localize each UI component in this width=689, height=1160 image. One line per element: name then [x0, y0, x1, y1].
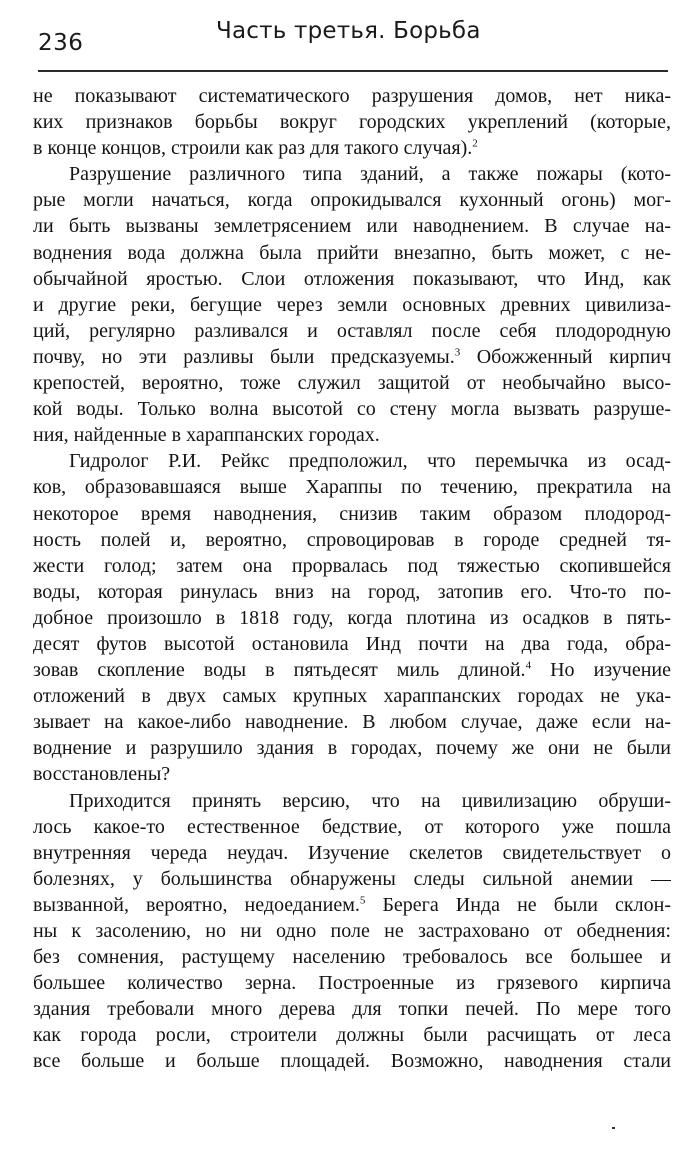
- text-line: без сомнения, растущему населению требовалось все большее и: [33, 946, 671, 969]
- paragraph-2: [33, 161, 671, 448]
- text-line: некоторое время наводнения, снизив таким образом плодород-: [33, 502, 671, 525]
- footnote-ref: 2: [472, 137, 478, 150]
- text-line: кой воды. Только волна высотой со стену могла вызвать разруше-: [33, 398, 671, 421]
- text-line: воднения вода должна была прийти внезапно, быть может, с не-: [33, 241, 671, 264]
- text-line: болезнях, у большинства обнаружены следы сильной анемии —: [33, 867, 671, 890]
- text-line: все больше и больше площадей. Возможно, наводнения стали: [33, 1050, 671, 1073]
- text-line: рые могли начаться, когда опрокидывался кухонный огонь) мог-: [33, 189, 671, 212]
- text-line: отложений в двух самых крупных хараппанских городах не ука-: [33, 685, 671, 708]
- text-line: ны к засолению, но ни одно поле не застраховано от обеднения:: [33, 920, 671, 942]
- page-header: [38, 18, 668, 62]
- text-line: не показывают систематического разрушения домов, нет ника-: [33, 85, 671, 107]
- text-line: и другие реки, бегущие через земли основных древних цивилиза-: [33, 293, 671, 316]
- text-line: вызванной, вероятно, недоеданием.$^5$ Берега Инда не были склон-: [33, 893, 671, 916]
- paragraph-3: [33, 448, 671, 787]
- text-line: ность полей и, вероятно, спровоцировав в городе средней тя-: [33, 528, 671, 551]
- text-line: обычайной яростью. Слои отложения показывают, что Инд, как: [33, 267, 671, 290]
- text-line: ли быть вызваны землетрясением или наводнением. В случае на-: [33, 215, 671, 238]
- text-line: зовав скопление воды в пятьдесят миль длиной.$^4$ Но изучение: [33, 659, 671, 682]
- text-line: Разрушение различного типа зданий, а также пожары (кото-: [69, 163, 671, 186]
- footnote-ref: 4: [525, 659, 532, 672]
- text-line: жести голод; затем она прорвалась под тяжестью скопившейся: [33, 554, 671, 577]
- header-rule: [38, 70, 668, 72]
- running-title: Часть третья. Борьба: [216, 18, 481, 44]
- page-number: 236: [38, 30, 84, 56]
- text-line: добное произошло в 1818 году, когда плотина из осадков в пять-: [33, 606, 671, 629]
- footnote-ref: 5: [359, 894, 366, 907]
- text-line: большее количество зерна. Построенные из грязевого кирпича: [33, 972, 671, 995]
- paragraph-4: [33, 788, 671, 1075]
- body-text: [33, 83, 671, 1075]
- text-line: ких признаков борьбы вокруг городских укреплений (которые,: [33, 111, 671, 134]
- scan-speck: [612, 1127, 615, 1129]
- paragraph-1: [33, 83, 671, 161]
- text-line: лось какое-то естественное бедствие, от которого уже пошла: [33, 815, 671, 838]
- text-line: воды, которая ринулась вниз на город, затопив его. Что-то по-: [33, 580, 671, 603]
- text-line: внутренняя череда неудач. Изучение скелетов свидетельствует о: [33, 841, 671, 864]
- text-line: восстановлены?: [33, 763, 171, 786]
- text-line: как города росли, строители должны были расчищать от леса: [33, 1024, 671, 1047]
- text-line: крепостей, вероятно, тоже служил защитой от необычайно высо-: [33, 372, 671, 395]
- text-line: здания требовали много дерева для топки печей. По мере того: [33, 998, 671, 1021]
- text-line: ков, образовавшаяся выше Хараппы по течению, прекратила на: [33, 476, 671, 499]
- text-line: в конце концов, строили как раз для такого случая).$^2$: [33, 137, 478, 160]
- text-line: зывает на какое-либо наводнение. В любом случае, даже если на-: [33, 711, 671, 734]
- text-line: ций, регулярно разливался и оставлял после себя плодородную: [33, 319, 671, 342]
- text-line: десят футов высотой остановила Инд почти на два года, обра-: [33, 632, 671, 655]
- text-line: Приходится принять версию, что на цивилизацию обруши-: [69, 789, 671, 812]
- text-line: ния, найденные в хараппанских городах.: [33, 424, 380, 447]
- footnote-ref: 3: [454, 346, 461, 359]
- text-line: воднение и разрушило здания в городах, почему же они не были: [33, 737, 671, 760]
- text-line: Гидролог Р.И. Рейкс предположил, что перемычка из осад-: [69, 450, 671, 473]
- text-line: почву, но эти разливы были предсказуемы.$^3$ Обожженный кирпич: [33, 345, 671, 368]
